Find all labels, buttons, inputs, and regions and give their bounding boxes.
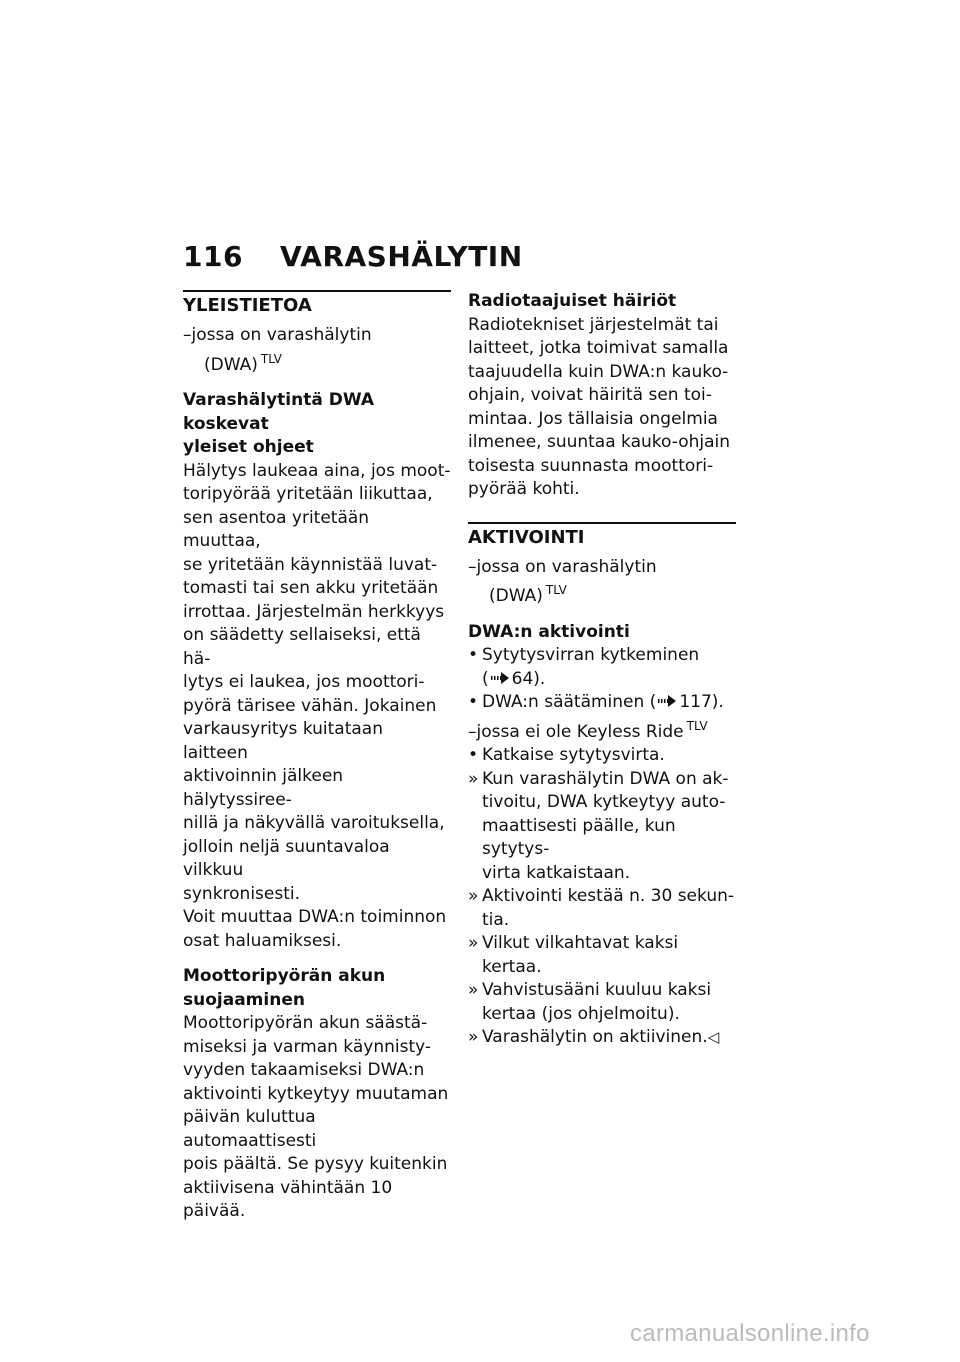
result-line: virta katkaistaan. [482, 862, 631, 883]
body-line: laitteet, jotka toimivat samalla [468, 338, 729, 358]
body-line: synkronisesti. [183, 883, 301, 904]
applies-to-note [468, 715, 736, 745]
body-line: miseksi ja varman käynnisty- [183, 1036, 432, 1057]
result-line: kertaa (jos ohjelmoitu). [482, 1003, 680, 1024]
chapter-title: VARASHÄLYTIN [280, 240, 523, 273]
subsection-title-line: Moottoripyörän akun [183, 966, 386, 986]
page-reference[interactable]: 64). [511, 668, 546, 689]
body-line: aktivointi kytkeytyy muutaman [183, 1083, 449, 1104]
result-line: Vilkut vilkahtavat kaksi kertaa. [482, 933, 679, 977]
result-line: Aktivointi kestää n. 30 sekun- [482, 886, 735, 906]
result-item [468, 885, 736, 932]
subsection-title-line: Varashälytintä DWA koskevat [183, 390, 374, 434]
result-line: tivoitu, DWA kytkeytyy auto- [482, 792, 726, 812]
body-line: nillä ja näkyvällä varoituksella, [183, 813, 445, 833]
step-text: DWA:n säätäminen ( [482, 692, 657, 712]
result-marker-icon: » [468, 886, 479, 906]
step-item [468, 644, 736, 691]
body-line: jolloin neljä suuntavaloa vilkkuu [183, 836, 390, 880]
body-line: taajuudella kuin DWA:n kauko- [468, 361, 729, 382]
bullet-icon: • [468, 692, 479, 712]
applies-tag: TLV [545, 583, 567, 597]
body-line: vyyden takaamiseksi DWA:n [183, 1060, 425, 1080]
body-line: päivän kuluttua automaattisesti [183, 1107, 317, 1151]
page-number: 116 [183, 240, 243, 273]
body-line: osat haluamiksesi. [183, 930, 342, 951]
watermark: carmanualsonline.info [630, 1320, 870, 1347]
result-line: Kun varashälytin DWA on ak- [482, 768, 729, 789]
result-item [468, 979, 736, 1026]
body-line: aktiivisena vähintään 10 päivää. [183, 1177, 393, 1221]
body-line: pyörä tärisee vähän. Jokainen [183, 695, 437, 716]
result-marker-icon: » [468, 768, 479, 789]
body-line: on säädetty sellaiseksi, että hä- [183, 625, 421, 669]
step-text: ( [482, 668, 489, 689]
subsection-title [183, 965, 451, 1012]
body-line: toripyörää yritetään liikuttaa, [183, 484, 433, 504]
subsection-title [183, 389, 451, 460]
body-line: irrottaa. Järjestelmän herkkyys [183, 601, 445, 622]
result-line: maattisesti päälle, kun sytytys- [482, 815, 676, 859]
battery-protection-block [183, 965, 451, 1224]
body-line: lytys ei laukea, jos moottori- [183, 672, 425, 692]
applies-text: –jossa ei ole Keyless Ride [468, 721, 684, 742]
section-title-activation: AKTIVOINTI [468, 522, 736, 548]
step-item [468, 744, 736, 768]
body-line: Voit muuttaa DWA:n toiminnon [183, 907, 447, 927]
radio-interference-block [468, 290, 736, 502]
applies-to-note [468, 556, 736, 609]
body-line: pois päältä. Se pysyy kuitenkin [183, 1154, 448, 1174]
applies-tag: TLV [260, 351, 282, 366]
page-reference-arrow-icon [491, 672, 509, 684]
subsection-title: Radiotaajuiset häiriöt [468, 291, 677, 311]
body-line: se yritetään käynnistää luvat- [183, 554, 438, 575]
body-line: Hälytys laukeaa aina, jos moot- [183, 460, 451, 481]
result-marker-icon: » [468, 1027, 479, 1047]
body-line: varkausyritys kuitataan laitteen [183, 719, 383, 763]
step-item [468, 691, 736, 715]
result-line: Varashälytin on aktiivinen. [482, 1027, 708, 1047]
result-line: Vahvistusääni kuuluu kaksi [482, 980, 712, 1000]
result-marker-icon: » [468, 980, 479, 1000]
step-text: Katkaise sytytysvirta. [482, 745, 665, 765]
general-notes-block [183, 389, 451, 953]
section-title-general: YLEISTIETOA [183, 290, 451, 316]
step-text: Sytytysvirran kytkeminen [482, 645, 700, 665]
result-item [468, 768, 736, 886]
end-of-section-icon: ◁ [707, 1028, 720, 1046]
subsection-title-line: suojaaminen [183, 989, 305, 1010]
page-reference[interactable]: 117). [679, 692, 724, 712]
body-line: ilmenee, suuntaa kauko-ohjain [468, 432, 731, 452]
body-line: Moottoripyörän akun säästä- [183, 1013, 428, 1033]
result-marker-icon: » [468, 933, 479, 953]
applies-text: –jossa on varashälytin [468, 556, 657, 577]
result-item [468, 1026, 736, 1050]
body-line: tomasti tai sen akku yritetään [183, 578, 439, 598]
body-line: ohjain, voivat häiritä sen toi- [468, 385, 712, 405]
subsection-title: DWA:n aktivointi [468, 621, 630, 642]
page-reference-arrow-icon [658, 695, 676, 707]
body-line: toisesta suunnasta moottori- [468, 455, 714, 476]
body-line: pyörää kohti. [468, 479, 580, 499]
right-column [468, 290, 736, 1050]
result-item [468, 932, 736, 979]
bullet-icon: • [468, 745, 479, 765]
body-line: mintaa. Jos tällaisia ongelmia [468, 408, 718, 429]
body-line: Radiotekniset järjestelmät tai [468, 314, 719, 335]
applies-to-note [183, 324, 451, 377]
applies-tag: TLV [686, 718, 708, 733]
subsection-title-line: yleiset ohjeet [183, 437, 314, 457]
applies-text: –jossa on varashälytin [183, 325, 372, 345]
left-column [183, 290, 451, 1236]
applies-model: (DWA) [489, 586, 543, 606]
bullet-icon: • [468, 645, 479, 665]
result-line: tia. [482, 909, 510, 930]
body-line: aktivoinnin jälkeen hälytyssiree- [183, 766, 344, 810]
applies-model: (DWA) [204, 354, 258, 375]
body-line: sen asentoa yritetään muuttaa, [183, 507, 370, 551]
